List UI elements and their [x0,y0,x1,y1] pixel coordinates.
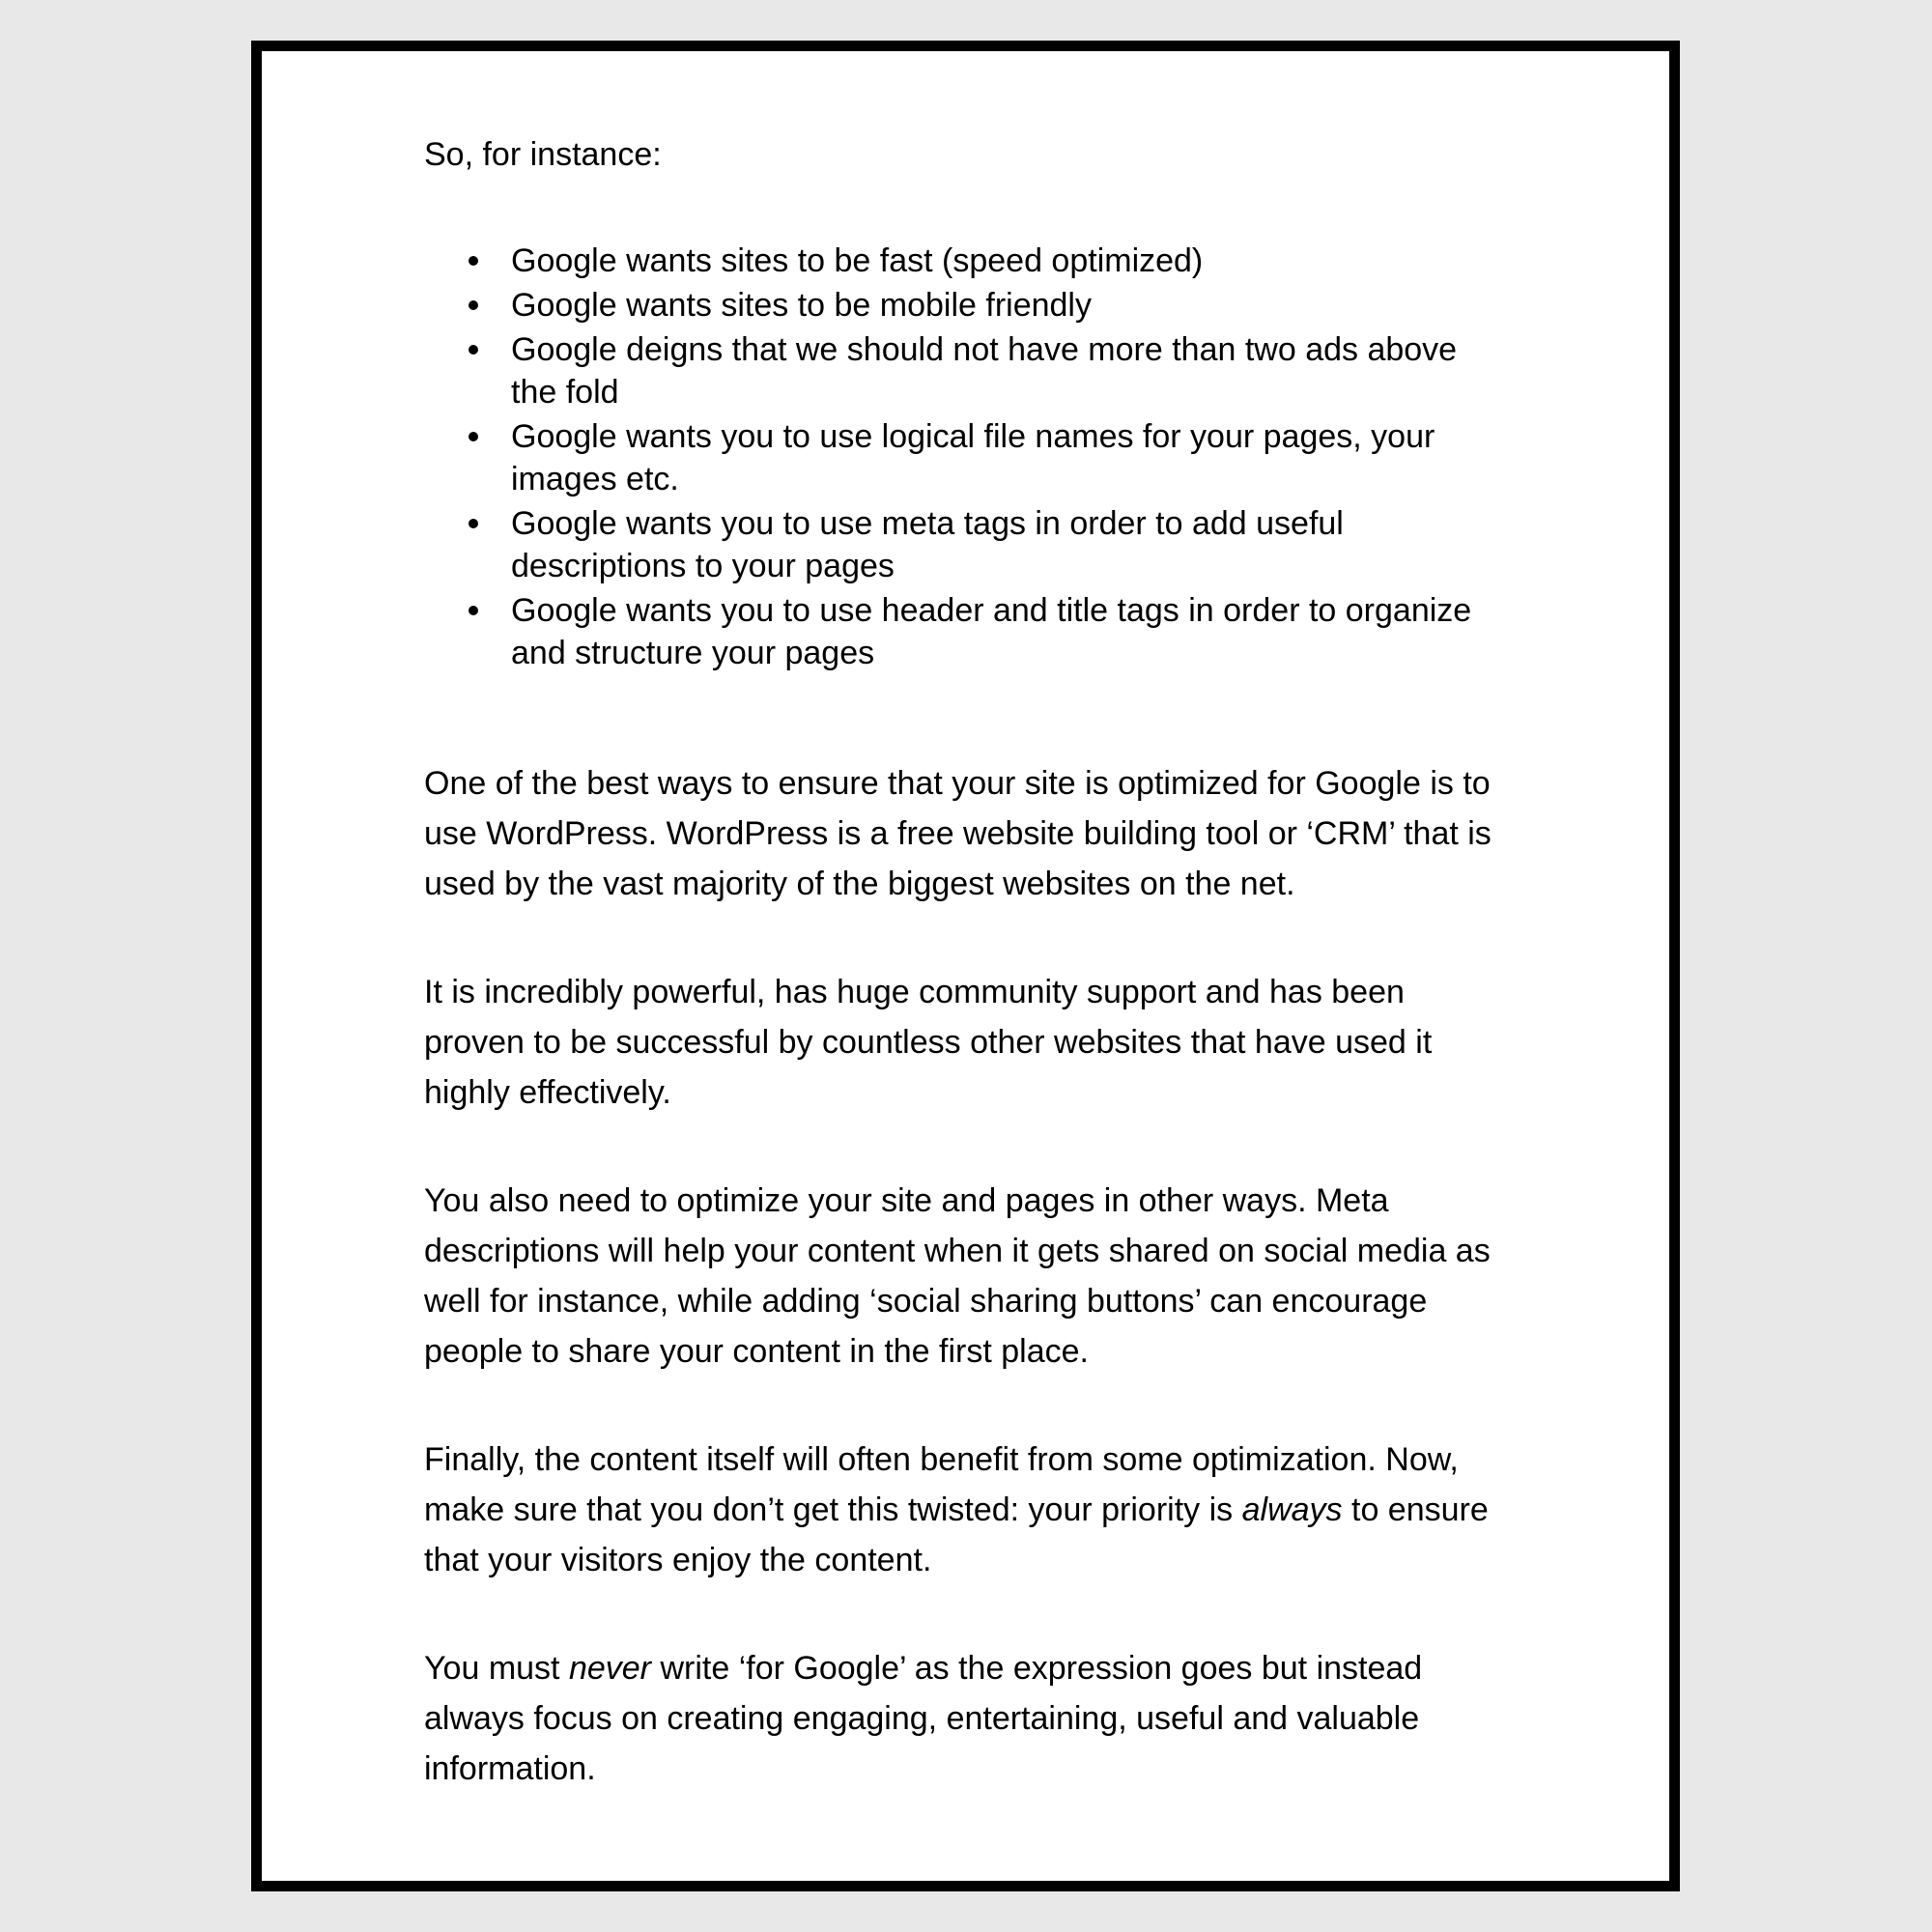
emphasis-text: always [1241,1492,1343,1528]
bullet-icon [469,519,478,528]
list-item-text: Google wants sites to be fast (speed optimized) [511,242,1204,279]
bullet-icon [469,606,478,615]
list-item-text: Google wants you to use logical file names for your pages, your images etc. [511,418,1435,497]
paragraph-wordpress: One of the best ways to ensure that your site is optimized for Google is to use WordPress. WordPress is a free website building tool or ‘CRM’ that is used by the vast majority of the biggest websites on the net. [424,765,1492,902]
list-item-text: Google wants sites to be mobile friendly [511,287,1092,324]
bullet-icon [469,432,478,441]
paragraph-powerful: It is incredibly powerful, has huge community support and has been proven to be successful by countless other websites that have used it highly effectively. [424,974,1433,1111]
paragraph-optimize: You also need to optimize your site and pages in other ways. Meta descriptions will help your content when it gets shared on social media as well for instance, while adding ‘social sharing buttons’ can encourage people to share your content in the first place. [424,1182,1491,1370]
emphasis-text: never [568,1650,652,1687]
paragraph-text: Finally, the content itself will often benefit from some optimization. Now, make sure that you don’t get this twisted: your priority is [424,1441,1459,1528]
list-item-text: Google wants you to use meta tags in order to add useful descriptions to your pages [511,505,1344,584]
paragraph-never [424,1643,1506,1794]
paragraph-text: You must [424,1650,569,1687]
paragraph-finally [424,1435,1506,1585]
list-item [424,328,1506,413]
list-item [424,502,1506,587]
list-item [424,415,1506,500]
bullet-icon [469,345,478,355]
bullet-icon [469,256,478,266]
intro-text: So, for instance: [424,136,662,173]
bullet-icon [469,300,478,310]
list-item-text: Google deigns that we should not have more than two ads above the fold [511,331,1458,411]
bullet-list [424,240,1506,676]
list-item-text: Google wants you to use header and title tags in order to organize and structure your pages [511,592,1472,671]
list-item [424,284,1506,327]
list-item [424,589,1506,674]
paragraph-text: write ‘for Google’ as the expression goes but instead always focus on creating engaging, entertaining, useful and valuable information. [424,1650,1423,1787]
document-page [251,41,1680,1891]
paragraph-text: to ensure that your visitors enjoy the content. [424,1492,1489,1578]
list-item [424,240,1506,282]
